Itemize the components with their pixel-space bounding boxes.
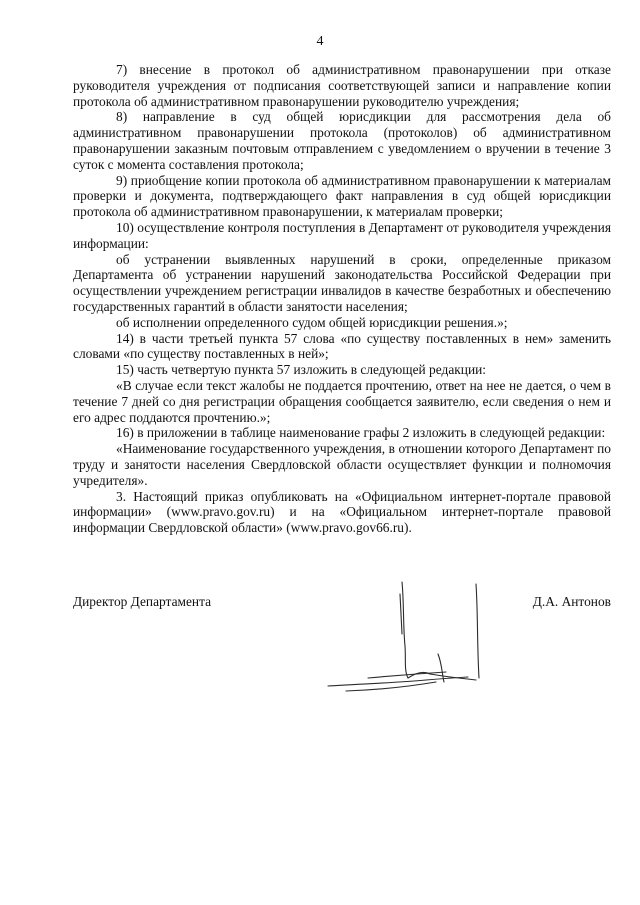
paragraph-item-16: 16) в приложении в таблице наименование графы 2 изложить в следующей редакции: [116, 425, 606, 441]
handwritten-signature [318, 574, 488, 714]
paragraph-publication: 3. Настоящий приказ опубликовать на «Официальном интернет-портале правовой информации» (www.pravo.gov.ru) и на «Официальном интернет-портале правовой информации Свердловской области» (www.pravo.gov66.ru). [73, 488, 611, 536]
paragraph-sub-court-decision: об исполнении определенного судом общей юрисдикции решения.»; [116, 314, 508, 330]
document-body [73, 62, 611, 536]
position-title: Директор Департамента [73, 594, 212, 609]
paragraph-item-10: 10) осуществление контроля поступления в Департамент от руководителя учреждения информации: [73, 219, 611, 251]
signer-name: Д.А. Антонов [532, 594, 611, 609]
paragraph-item-15: 15) часть четвертую пункта 57 изложить в следующей редакции: [116, 362, 486, 378]
paragraph-quote-column-name: «Наименование государственного учреждения, в отношении которого Департамент по труду и занятости населения Свердловской области осуществляет функции и полномочия учредителя». [73, 441, 611, 488]
paragraph-item-8: 8) направление в суд общей юрисдикции для рассмотрения дела об административном правонарушении протокола (протоколов) об административном правонарушении заказным почтовым отправлением с уведомлением о вручении в течение 3 суток с момента составления протокола; [73, 109, 611, 172]
paragraph-item-7: 7) внесение в протокол об административном правонарушении при отказе руководителя учреждения от подписания соответствующей записи и направление копии протокола об административном правонарушении руководителю учреждения; [73, 62, 611, 109]
paragraph-sub-elimination: об устранении выявленных нарушений в сроки, определенные приказом Департамента об устранении нарушений законодательства Российской Федерации при осуществлении учреждением регистрации инвалидов в качестве безработных и обеспечению государственных гарантий в области занятости населения; [73, 251, 611, 314]
paragraph-quote-complaint: «В случае если текст жалобы не поддается прочтению, ответ на нее не дается, о чем в течение 7 дней со дня регистрации обращения сообщается заявителю, если сведения о нем и его адрес поддаются прочтению.»; [73, 377, 611, 425]
page-number: 4 [316, 34, 324, 49]
paragraph-item-9: 9) приобщение копии протокола об административном правонарушении к материалам проверки и документа, подтверждающего факт направления в суд общей юрисдикции протокола об административном правонарушении, к материалам проверки; [73, 172, 611, 220]
paragraph-item-14: 14) в части третьей пункта 57 слова «по существу поставленных в нем» заменить словами «по существу поставленных в ней»; [73, 330, 611, 362]
